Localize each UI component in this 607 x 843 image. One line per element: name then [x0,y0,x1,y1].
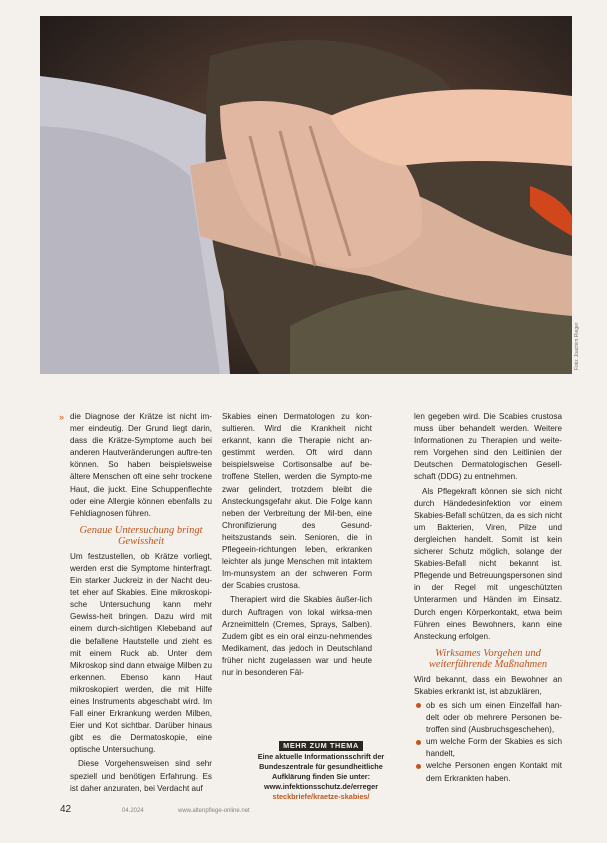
column-3 [414,411,562,785]
hands-photo-icon [40,16,572,374]
column-1 [70,411,212,797]
hands-photo [40,16,572,374]
list-item: welche Personen engen Kontakt mit dem Erkrankten haben. [414,760,562,784]
photo-credit: Foto: Joachim Rieger [574,322,580,370]
issue-date: 04.2024 [122,808,144,814]
continuation-arrow-icon: » [59,412,65,422]
column-2 [222,411,372,681]
paragraph: Wird bekannt, dass ein Bewohner an Skabies erkrankt ist, ist abzuklären, [414,674,562,696]
page-number: 42 [60,804,72,815]
bullet-list [414,700,562,785]
paragraph: die Diagnose der Krätze ist nicht im-mer eindeutig. Der Grund liegt darin, dass die Krätze-Symptome auch bei anderen Hautveränderungen auftre-ten können. So haben beispielsweise ältere Menschen oft eine sehr trockene Haut, die juckt. Eine Schuppenflechte oder eine Allergie können ebenfalls zu Fehldiagnosen führen. [70,412,212,518]
info-link[interactable]: www.infektionsschutz.de/erreger [263,782,379,791]
list-item: ob es sich um einen Einzelfall han-delt oder ob mehrere Personen be-troffen sind (Ausbruchsgeschehen), [414,700,562,736]
paragraph: Therapiert wird die Skabies äußer-lich durch Auftragen von lokal wirksa-men Arzneimitteln (Cremes, Sprays, Salben). Zudem gibt es ein oral einzu-nehmendes Medikament, das jedoch in Deutschland früher nicht zugelassen war und heute nur in besonderen Fäl- [222,595,372,677]
info-line: Aufklärung finden Sie unter: [271,772,371,781]
info-box [242,741,400,802]
subheading: Genaue Untersuchung bringt Gewissheit [79,524,203,547]
paragraph: Als Pflegekraft können sie sich nicht durch Händedesinfektion vor einem Skabies-Befall schützen, da es sich nicht um Bakterien, Viren, Pilze und dergleichen handelt. Somit ist kein sicherer Schutz möglich, solange der Skabies-Befall nicht bekannt ist. Pflegende und Betreuungspersonen sind in der Regel mit ungeschützten Unterarmen und Händen im Einsatz. Durch engen Körperkontakt, etwa beim Führen eines Bewohners, kann eine Ansteckung erfolgen. [414,486,562,641]
paragraph: Skabies einen Dermatologen zu kon-sultieren. Wird die Krankheit nicht erkannt, kann die Therapie nicht an-gestimmt werden. Oft wird dann beispielsweise Cortisonsalbe auf be-troffene Stellen, werden die Sympto-me zwar gelindert, trotzdem bleibt die Ansteckungsgefahr akut. Die Folge kann neben der Verbreitung der Mil-ben, eine Chronifizierung des Gesund-heitszustands sein. Senioren, die in Pflegeein-richtungen leben, erkranken leichter als junge Menschen mit intaktem Im-munsystem an der schweren Form der Scabies crustosa. [222,412,372,591]
paragraph: Um festzustellen, ob Krätze vorliegt, werden erst die Symptome hinterfragt. Ein starker Juckreiz in der Nacht deu-tet eher auf Skabies. Eine mikroskopi-sche Untersuchung kann mehr Gewiss-heit bringen. Dazu wird mit einem durch-sichtigen Klebeband auf die befallene Hautstelle und zieht es mit einem Ruck ab. Unter dem Mikroskop sind dann etwaige Milben zu erkennen. Ebenso kann Haut mikroskopiert werden, die mit Hilfe eines Instruments abgeschabt wird. Im Fall einer Erkrankung werden Milben, Eier und Kot sichtbar. Darüber hinaus gibt es die Dermatoskopie, eine optische Untersuchung. [70,551,212,755]
paragraph: len gegeben wird. Die Scabies crustosa muss über behandelt werden. Weitere Informationen zu Therapien und weite-rem Vorgehen sind den Leitlinien der Deutschen Dermatologischen Gesell-schaft (DDG) zu entnehmen. [414,412,562,482]
info-line: Bundeszentrale für gesundheitliche [259,762,383,771]
list-item: um welche Form der Skabies es sich handelt, [414,736,562,760]
paragraph: Diese Vorgehensweisen sind sehr speziell und benötigen Erfahrung. Es ist daher anzuraten, bei Verdacht auf [70,759,212,793]
website-link[interactable]: www.altenpflege-online.net [178,808,250,814]
subheading: Wirksames Vorgehen und weiterführende Maßnahmen [428,647,548,670]
info-line: Eine aktuelle Informationsschrift der [257,752,385,761]
page-footer [60,806,540,818]
info-link[interactable]: steckbriefe/kraetze-skabies/ [272,792,370,801]
info-box-header: MEHR ZUM THEMA [279,741,363,751]
